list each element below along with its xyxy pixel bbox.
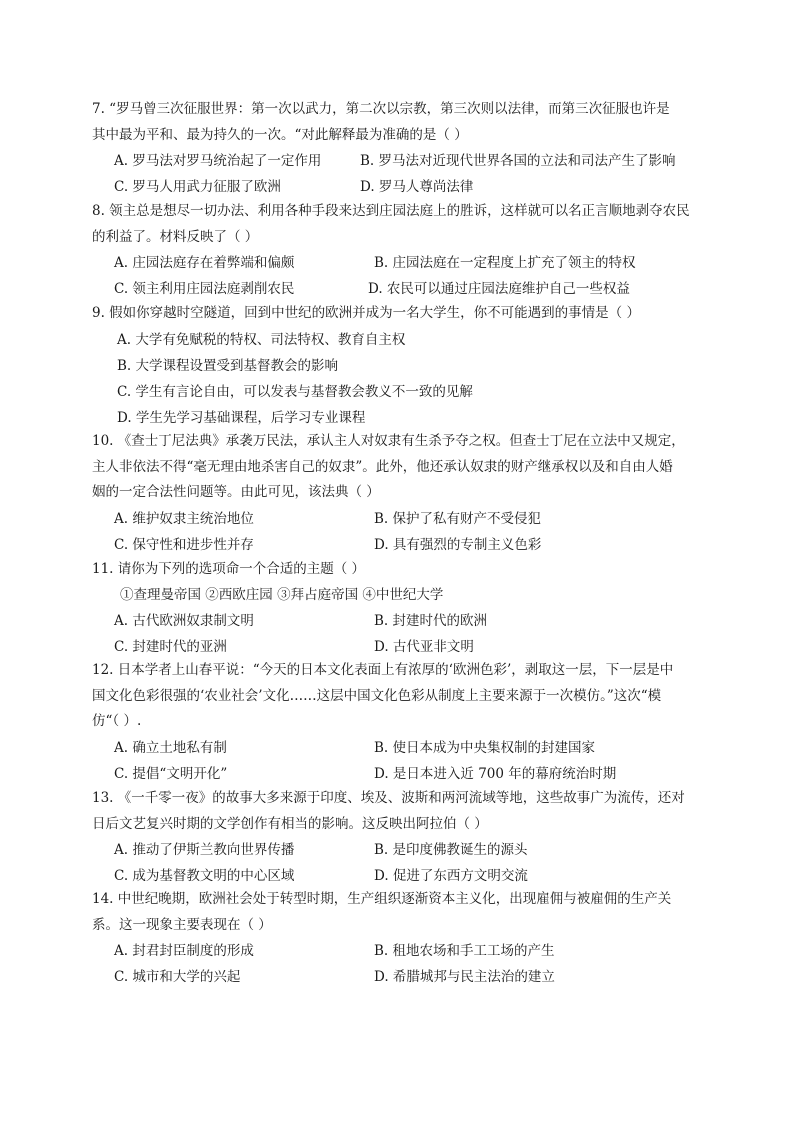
- question-stem: [0, 786, 794, 837]
- option-d[interactable]: D. 罗马人尊尚法律: [360, 179, 474, 196]
- option-c[interactable]: C. 城市和大学的兴起: [114, 969, 241, 986]
- option-a[interactable]: A. 罗马法对罗马统治起了一定作用: [114, 153, 322, 170]
- stem-line: 13. 《一千零一夜》的故事大多来源于印度、埃及、波斯和两河流域等地，这些故事广为流传，还对: [92, 790, 685, 806]
- option-b[interactable]: B. 罗马法对近现代世界各国的立法和司法产生了影响: [360, 153, 676, 170]
- question-11: [0, 557, 794, 660]
- option-a[interactable]: A. 古代欧洲奴隶制文明: [114, 613, 254, 630]
- option-b[interactable]: B. 庄园法庭在一定程度上扩充了领主的特权: [374, 255, 636, 272]
- options: [0, 250, 794, 302]
- stem-line: 12. 日本学者上山春平说：“今天的日本文化表面上有浓厚的‘欧洲色彩’，剥取这一层，下一层是中: [92, 662, 674, 678]
- question-13: [0, 786, 794, 889]
- stem-line: 国文化色彩很强的‘农业社会’文化……这层中国文化色彩从制度上主要来源于一次模仿。”这次“模: [92, 687, 662, 704]
- options: [0, 148, 794, 200]
- question-stem: [0, 658, 794, 735]
- options: [0, 506, 794, 558]
- option-d[interactable]: D. 希腊城邦与民主法治的建立: [374, 969, 555, 986]
- question-stem: [0, 429, 794, 506]
- options: [0, 938, 794, 990]
- stem-line: 仿“（ ）.: [92, 713, 142, 730]
- question-stem: [0, 301, 794, 327]
- stem-line: 7. “罗马曾三次征服世界：第一次以武力，第二次以宗教，第三次则以法律，而第三次征服也许是: [92, 101, 670, 117]
- stem-line: 日后文艺复兴时期的文学创作有相当的影响。这反映出阿拉伯（ ）: [92, 815, 488, 832]
- option-b[interactable]: B. 是印度佛教诞生的源头: [374, 842, 528, 859]
- option-d[interactable]: D. 学生先学习基础课程，后学习专业课程: [117, 409, 366, 426]
- stem-line: 11. 请你为下列的选项命一个合适的主题（ ）: [92, 561, 366, 577]
- question-10: [0, 429, 794, 558]
- option-d[interactable]: D. 农民可以通过庄园法庭维护自己一些权益: [368, 281, 630, 298]
- question-stem: [0, 887, 794, 938]
- option-c[interactable]: C. 成为基督教文明的中心区域: [114, 868, 295, 885]
- option-c[interactable]: C. 罗马人用武力征服了欧洲: [114, 179, 281, 196]
- stem-line: 9. 假如你穿越时空隧道，回到中世纪的欧洲并成为一名大学生，你不可能遇到的事情是（ ）: [92, 305, 640, 321]
- stem-line: 姻的一定合法性问题等。由此可见，该法典（ ）: [92, 484, 380, 501]
- stem-line: 其中最为平和、最为持久的一次。“对此解释最为准确的是（ ）: [92, 126, 468, 143]
- question-8: [0, 199, 794, 302]
- options: [0, 735, 794, 787]
- option-a[interactable]: A. 庄园法庭存在着弊端和偏颇: [114, 255, 295, 272]
- option-c[interactable]: C. 保守性和进步性并存: [114, 536, 254, 553]
- question-9: [0, 301, 794, 431]
- stem-line: ①查理曼帝国 ②西欧庄园 ③拜占庭帝国 ④中世纪大学: [120, 586, 444, 603]
- option-a[interactable]: A. 封君封臣制度的形成: [114, 943, 254, 960]
- option-a[interactable]: A. 维护奴隶主统治地位: [114, 510, 254, 527]
- question-stem: [0, 557, 794, 608]
- option-c[interactable]: C. 封建时代的亚洲: [114, 639, 227, 656]
- option-a[interactable]: A. 大学有免赋税的特权、司法特权、教育自主权: [117, 331, 406, 348]
- stem-line: 8. 领主总是想尽一切办法、利用各种手段来达到庄园法庭上的胜诉，这样就可以名正言顺地剥夺农民: [92, 203, 690, 219]
- stem-line: 10. 《查士丁尼法典》承袭万民法，承认主人对奴隶有生杀予夺之权。但查士丁尼在立法中又规定，: [92, 433, 685, 449]
- option-b[interactable]: B. 大学课程设置受到基督教会的影响: [117, 357, 339, 374]
- option-c[interactable]: C. 学生有言论自由，可以发表与基督教会教义不一致的见解: [117, 383, 473, 400]
- option-b[interactable]: B. 租地农场和手工工场的产生: [374, 943, 555, 960]
- option-b[interactable]: B. 保护了私有财产不受侵犯: [374, 510, 542, 527]
- question-stem: [0, 199, 794, 250]
- question-stem: [0, 97, 794, 148]
- options: [0, 837, 794, 889]
- stem-line: 主人非依法不得“毫无理由地杀害自己的奴隶”。此外，他还承认奴隶的财产继承权以及和自由人婚: [92, 458, 673, 475]
- options: [0, 608, 794, 660]
- option-d[interactable]: D. 具有强烈的专制主义色彩: [374, 536, 542, 553]
- option-d[interactable]: D. 古代亚非文明: [374, 639, 474, 656]
- option-c[interactable]: C. 领主利用庄园法庭剥削农民: [114, 281, 295, 298]
- stem-line: 14. 中世纪晚期，欧洲社会处于转型时期，生产组织逐渐资本主义化，出现雇佣与被雇佣的生产关: [92, 891, 672, 907]
- option-a[interactable]: A. 推动了伊斯兰教向世界传播: [114, 842, 295, 859]
- option-b[interactable]: B. 封建时代的欧洲: [374, 613, 488, 630]
- question-7: [0, 97, 794, 200]
- stem-line: 的利益了。材料反映了（ ）: [92, 228, 259, 245]
- stem-line: 系。这一现象主要表现在（ ）: [92, 916, 272, 933]
- question-12: [0, 658, 794, 787]
- option-b[interactable]: B. 使日本成为中央集权制的封建国家: [374, 739, 596, 756]
- option-d[interactable]: D. 是日本进入近 700 年的幕府统治时期: [374, 765, 617, 782]
- options: [0, 327, 794, 431]
- option-c[interactable]: C. 提倡“文明开化”: [114, 765, 228, 782]
- question-14: [0, 887, 794, 990]
- option-d[interactable]: D. 促进了东西方文明交流: [374, 868, 528, 885]
- option-a[interactable]: A. 确立土地私有制: [114, 739, 227, 756]
